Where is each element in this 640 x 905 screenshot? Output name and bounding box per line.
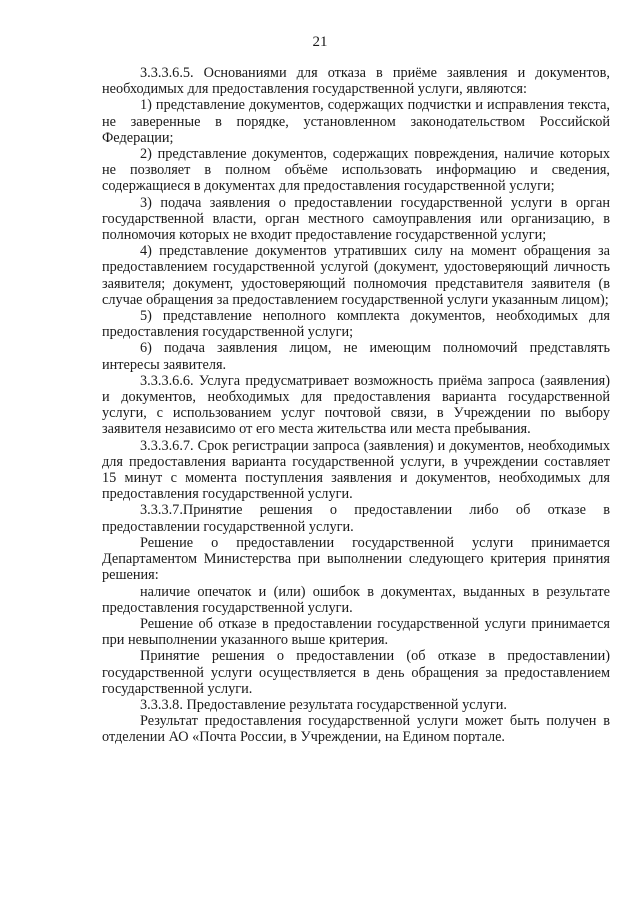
paragraph-item-4: 4) представление документов утративших силу на момент обращения за предоставлением государственной услугой (документ, удостоверяющий личность заявителя; документ, удостоверяющий полномочия представителя заявителя (в случае обращения за предоставлением государственной услуги указанным лицом);: [102, 243, 610, 308]
paragraph-refusal-grounds: 3.3.3.6.5. Основаниями для отказа в приёме заявления и документов, необходимых для предоставления государственной услуги, являются:: [102, 65, 610, 98]
paragraph-item-2: 2) представление документов, содержащих повреждения, наличие которых не позволяет в полном объёме использовать информацию и сведения, содержащиеся в документах для предоставления государственной услуги;: [102, 146, 610, 195]
paragraph-decision-heading: 3.3.3.7.Принятие решения о предоставлении либо об отказе в предоставлении государственной услуги.: [102, 502, 610, 535]
paragraph-decision-criteria: Решение о предоставлении государственной услуги принимается Департаментом Министерства при выполнении следующего критерия принятия решения:: [102, 534, 610, 584]
paragraph-item-5: 5) представление неполного комплекта документов, необходимых для предоставления государственной услуги;: [102, 308, 610, 341]
paragraph-criterion: наличие опечаток и (или) ошибок в документах, выданных в результате предоставления государственной услуги.: [102, 583, 610, 616]
paragraph-item-1: 1) представление документов, содержащих подчистки и исправления текста, не заверенные в порядке, установленном законодательством Российской Федерации;: [102, 97, 610, 146]
page-number: 21: [312, 34, 328, 50]
document-body: [102, 65, 610, 746]
paragraph-decision-timing: Принятие решения о предоставлении (об отказе в предоставлении) государственной услуги осуществляется в день обращения за предоставлением государственной услуги.: [102, 648, 610, 697]
paragraph-result-delivery: Результат предоставления государственной услуги может быть получен в отделении АО «Почта России, в Учреждении, на Едином портале.: [102, 713, 610, 746]
paragraph-service-reception: 3.3.3.6.6. Услуга предусматривает возможность приёма запроса (заявления) и документов, необходимых для предоставления варианта государственной услуги, с использованием услуг почтовой связи, в Учреждении по выбору заявителя независимо от его места жительства или места пребывания.: [102, 372, 610, 438]
paragraph-result-heading: 3.3.3.8. Предоставление результата государственной услуги.: [140, 696, 507, 713]
paragraph-item-6: 6) подача заявления лицом, не имеющим полномочий представлять интересы заявителя.: [102, 340, 610, 373]
paragraph-refusal-decision: Решение об отказе в предоставлении государственной услуги принимается при невыполнении указанного выше критерия.: [102, 615, 610, 649]
paragraph-item-3: 3) подача заявления о предоставлении государственной услуги в орган государственной власти, орган местного самоуправления или организацию, в полномочия которых не входит предоставление государственной услуги;: [102, 194, 610, 244]
paragraph-registration-term: 3.3.3.6.7. Срок регистрации запроса (заявления) и документов, необходимых для предоставления варианта государственной услуги, в учреждении составляет 15 минут с момента поступления заявления и документов, необходимых для предоставления государственной услуги.: [102, 437, 610, 503]
